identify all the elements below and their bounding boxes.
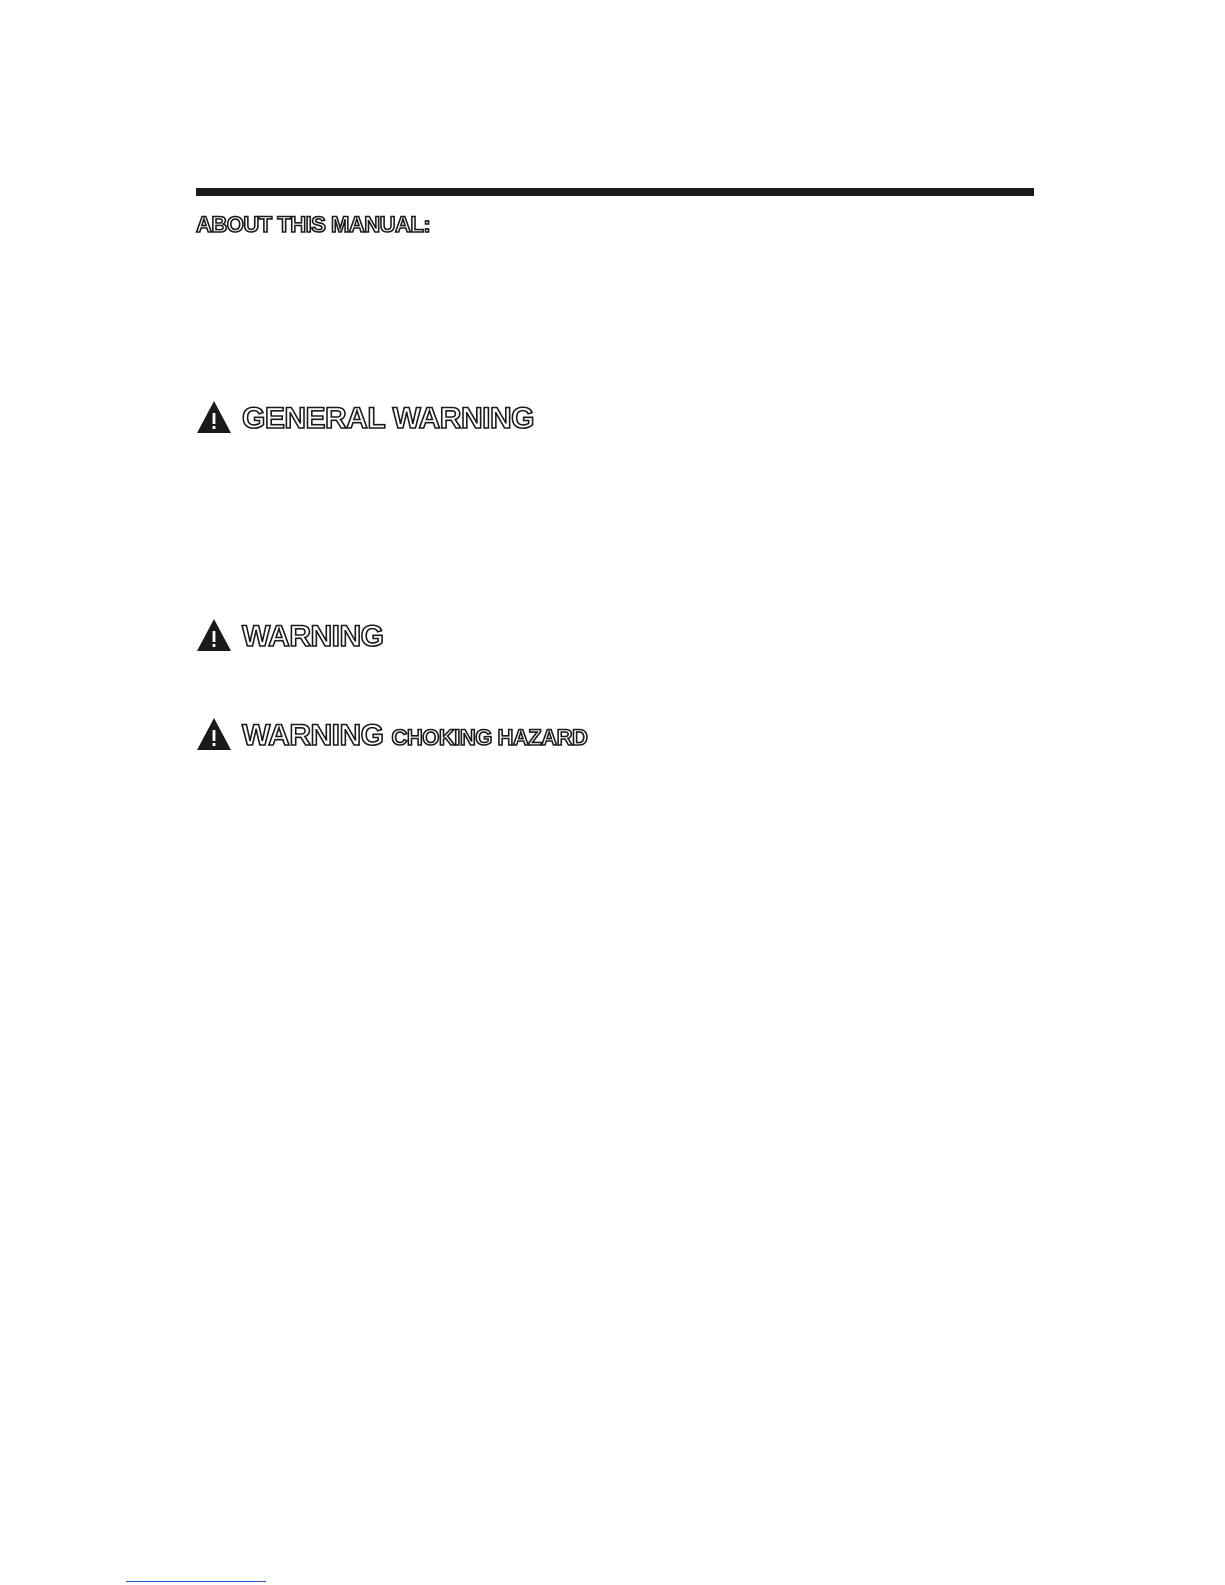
- warning-triangle-icon: [196, 618, 232, 652]
- warning-heading: [196, 614, 384, 654]
- warning-triangle-icon: [196, 400, 232, 434]
- header-rule: [196, 188, 1034, 196]
- choking-warning-title: WARNING: [242, 719, 384, 752]
- warning-triangle-icon: [196, 717, 232, 751]
- general-warning-title: GENERAL WARNING: [242, 402, 534, 435]
- choking-hazard-heading: [196, 713, 587, 753]
- choking-hazard-subtitle: CHOKING HAZARD: [391, 725, 588, 750]
- about-manual-heading: ABOUT THIS MANUAL:: [196, 212, 431, 237]
- warning-title: WARNING: [242, 620, 384, 653]
- general-warning-heading: [196, 396, 534, 436]
- footnote-separator: [126, 1581, 266, 1582]
